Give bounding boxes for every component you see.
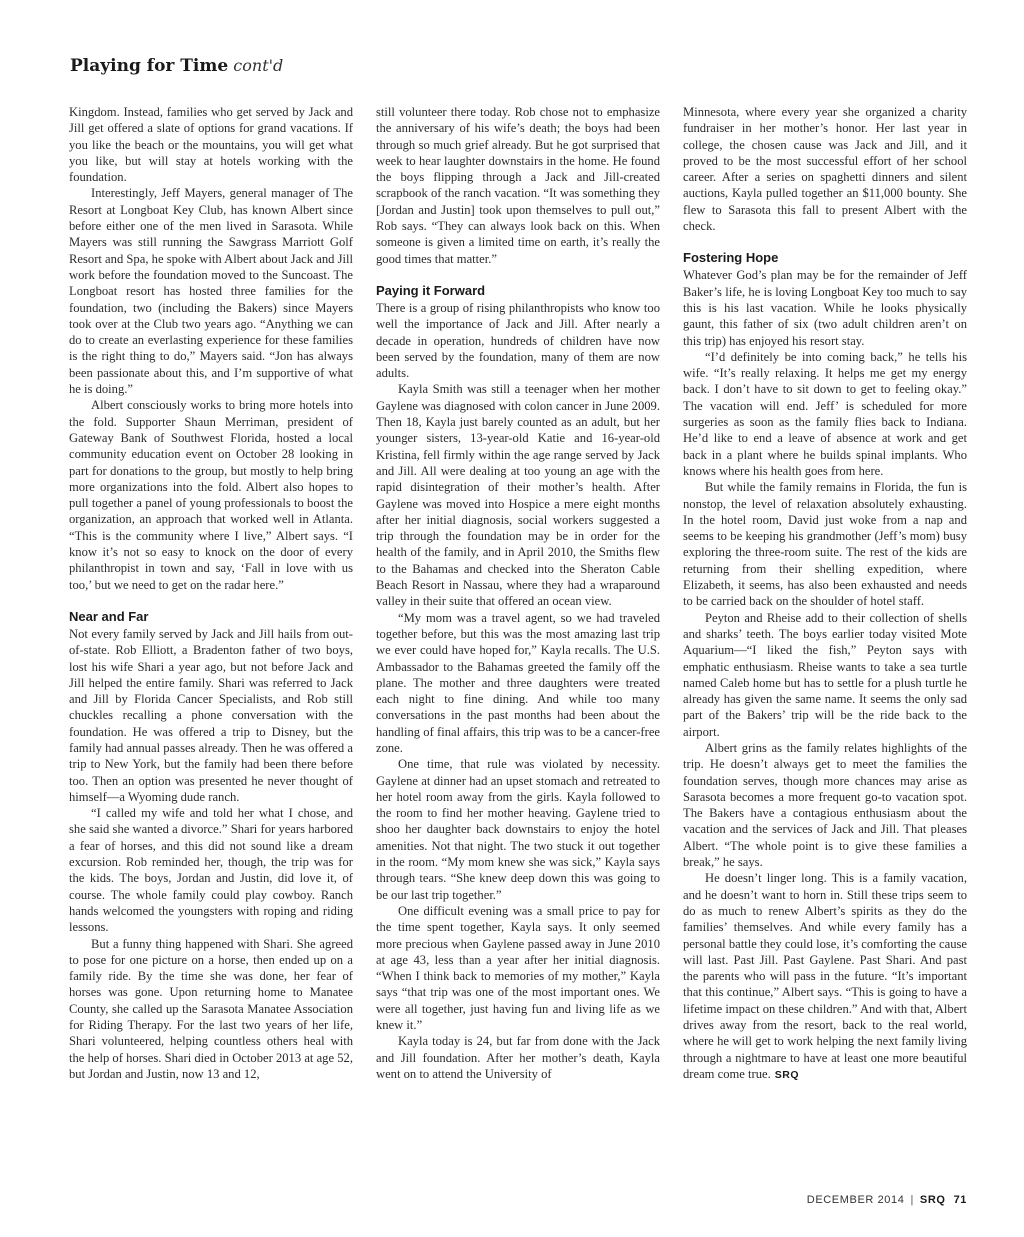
paragraph: Peyton and Rheise add to their collection of shells and sharks’ teeth. The boys earlier today visited Mote Aquarium—“I liked the fish,” Peyton says with emphatic enthusiasm. Rheise wants to take a sea turtle named Caleb home but has to settle for a plush turtle he already has given the same name. It seems the only sad part of the Bakers’ trip will be the ride back to the airport. [683,610,967,739]
paragraph: Albert grins as the family relates highlights of the trip. He doesn’t always get to meet the families the foundation serves, though more chances may arise as Sarasota becomes a more frequent go-to vacation spot. The Bakers have a contagious enthusiasm about the vacation and the services of Jack and Jill. That pleases Albert. “The whole point is to give these families a break,” he says. [683,740,967,870]
continued-label: cont'd [233,56,284,75]
text-column-2 [376,104,660,1082]
section-heading-fostering-hope: Fostering Hope [683,250,779,266]
section-heading-near-and-far: Near and Far [69,608,149,624]
paragraph: There is a group of rising philanthropists who know too well the importance of Jack and Jill. After nearly a decade in operation, hundreds of children have now been served by the foundation, many of them are now adults. [376,300,660,381]
paragraph: “My mom was a travel agent, so we had traveled together before, but this was the most amazing last trip we ever could have hoped for,” Kayla recalls. The U.S. Ambassador to the Bahamas greeted the family off the plane. The mother and three daughters were treated each night to fine dining. And while too many conversations in the past months had been about the handling of final affairs, this trip was to be a cancer-free zone. [376,610,660,755]
text-column-1 [69,104,353,1082]
paragraph: Whatever God’s plan may be for the remainder of Jeff Baker’s life, he is loving Longboat Key too much to say this is his last vacation. While he looks physically gaunt, this father of six (two adult children aren’t on this trip) has enjoyed his resort stay. [683,268,967,348]
paragraph: Kayla Smith was still a teenager when her mother Gaylene was diagnosed with colon cancer in June 2009. Then 18, Kayla just barely counted as an adult, but her younger sisters, 13-year-old Katie and 16-year-old Kristina, fell firmly within the age range served by Jack and Jill. All were dealing at too young an age with the rapid disintegration of their mother’s health. After Gaylene was moved into Hospice a mere eight months after her initial diagnosis, social workers suggested a trip through the foundation may be in order for the health of the family, and in April 2010, the Smiths flew to the Bahamas and checked into the Sheraton Cable Beach Resort in Nassau, where they had a wraparound valley in their suite that offered an ocean view. [376,382,660,609]
magazine-name: SRQ [919,1194,946,1206]
paragraph: But while the family remains in Florida, the fun is nonstop, the level of relaxation absolutely exhausting. In the hotel room, David just woke from a nap and seems to be keeping his grandmother (Jeff’s mom) busy exploring the three-room suite. The rest of the kids are returning from their shelling expedition, where Elizabeth, it seems, has also been exhausted and needs to be carried back on the shoulder of hotel staff. [683,480,967,609]
issue-date: DECEMBER 2014 [806,1194,905,1206]
page-footer [807,1194,967,1206]
paragraph: Albert consciously works to bring more hotels into the fold. Supporter Shaun Merriman, president of Gateway Bank of Southwest Florida, hosted a local community education event on October 28 looking in part for donations to the group, but mostly to help bring more organizations into the fold. Albert also hopes to pull together a panel of young professionals to boost the organization, an approach that worked well in Atlanta. “This is the community where I live,” Albert says. “I know it’s not so easy to knock on the door of every philanthropist in town and say, ‘Fall in love with us too,’ but we need to get on the radar here.” [69,398,353,592]
paragraph-final [683,870,967,1083]
page-header [70,56,283,76]
paragraph-text: He doesn’t linger long. This is a family vacation, and he doesn’t want to horn in. Still these trips seem to do as much to renew Albert’s spirits as they do the families’ themselves. And while every family has a personal battle they could lose, it’s comforting the cause will last. Past Jill. Past Gaylene. Past Shari. And past the parents who will pass in the future. “It’s important that this continue,” Albert says. “This is going to have a lifetime impact on these children.” And with that, Albert drives away from the resort, back to the real world, where he will get to work helping the next family living through a nightmare to have at least one more beautiful dream come true. [683,871,967,1081]
paragraph: Not every family served by Jack and Jill hails from out-of-state. Rob Elliott, a Bradenton father of two boys, lost his wife Shari a year ago, but not before Jack and Jill helped the entire family. Shari was referred to Jack and Jill by Florida Cancer Specialists, and Rob still chuckles recalling a phone conversation with the foundation. He was offered a trip to Disney, but the family had annual passes already. Then he was offered a trip to New York, but the family had been there before too. Then an option was presented he never thought of himself—a Wyoming dude ranch. [69,626,353,804]
page-number: 71 [953,1194,967,1206]
paragraph: “I called my wife and told her what I chose, and she said she wanted a divorce.” Shari for years harbored a fear of horses, and this did not sound like a dream excursion. Rob reminded her, though, the trip was for the kids. The boys, Jordan and Justin, did love it, of course. The whole family could play cowboy. Ranch hands welcomed the youngsters with roping and riding lessons. [69,806,353,935]
article-title: Playing for Time [70,56,229,76]
footer-separator: | [910,1194,914,1206]
end-mark: SRQ [774,1068,800,1081]
paragraph: One difficult evening was a small price to pay for the time spent together, Kayla says. It only seemed more precious when Gaylene passed away in June 2010 at age 43, less than a year after her initial diagnosis. “When I think back to memories of my mother,” Kayla says “that trip was one of the most important ones. We were all together, just having fun and living life as we knew it.” [376,903,660,1033]
paragraph: “I’d definitely be into coming back,” he tells his wife. “It’s really relaxing. It helps me get my energy back. I don’t have to sit down to get to feeling okay.” The vacation will end. Jeff’ is scheduled for more surgeries as soon as the family flies back to Indiana. He’d like to end a leave of absence at work and get back in a plant where he builds spinal implants. Who knows where his health goes from here. [683,349,967,478]
paragraph: One time, that rule was violated by necessity. Gaylene at dinner had an upset stomach and retreated to her hotel room away from the girls. Kayla followed to the room to find her mother heaving. Gaylene tried to shoo her daughter back downstairs to enjoy the hotel amenities. Not that night. The two stuck it out together in the room. “My mom knew she was sick,” Kayla says through tears. “She knew deep down this was going to be our last trip together.” [376,757,660,902]
paragraph: Kingdom. Instead, families who get served by Jack and Jill get offered a slate of options for grand vacations. If you like the beach or the mountains, you will get what you like, but will stay at hotels working with the foundation. [69,105,353,185]
section-heading-paying-it-forward: Paying it Forward [376,282,486,298]
paragraph: But a funny thing happened with Shari. She agreed to pose for one picture on a horse, then ended up on a family ride. By the time she was done, her fear of horses was gone. Upon returning home to Manatee County, she called up the Sarasota Manatee Association for Riding Therapy. For the last two years of her life, Shari volunteered, helping countless others heal with the help of horses. Shari died in October 2013 at age 52, but Jordan and Justin, now 13 and 12, [69,936,353,1081]
text-column-3 [683,104,967,1083]
paragraph: Minnesota, where every year she organized a charity fundraiser in her mother’s honor. Her last year in college, the chosen cause was Jack and Jill, and it proved to be the most successful effort of her school career. After a series on spaghetti dinners and silent auctions, Kayla pulled together an $11,000 bounty. She flew to Sarasota this fall to present Albert with the check. [683,105,967,234]
paragraph: still volunteer there today. Rob chose not to emphasize the anniversary of his wife’s death; the boys had been through so much grief already. But he got surprised that week to hear laughter downstairs in the home. He found the boys flipping through a Jack and Jill-created scrapbook of the ranch vacation. “It was something they [Jordan and Justin] took upon themselves to pull out,” Rob says. “They can always look back on this. When someone is given a limited time on earth, it’s really the good times that matter.” [376,105,660,266]
paragraph: Interestingly, Jeff Mayers, general manager of The Resort at Longboat Key Club, has known Albert since before either one of the men lived in Sarasota. While Mayers was still running the Sawgrass Marriott Golf Resort and Spa, he spoke with Albert about Jack and Jill work before the foundation moved to the Suncoast. The Longboat resort has hosted three families for the foundation, two (including the Bakers) since Mayers took over at the Club two years ago. “Anything we can do to create an everlasting experience for these families is the right thing to do,” Mayers said. “Jon has always been passionate about this, and I’m supportive of what he is doing.” [69,186,353,397]
paragraph: Kayla today is 24, but far from done with the Jack and Jill foundation. After her mother’s death, Kayla went on to attend the University of [376,1034,660,1081]
